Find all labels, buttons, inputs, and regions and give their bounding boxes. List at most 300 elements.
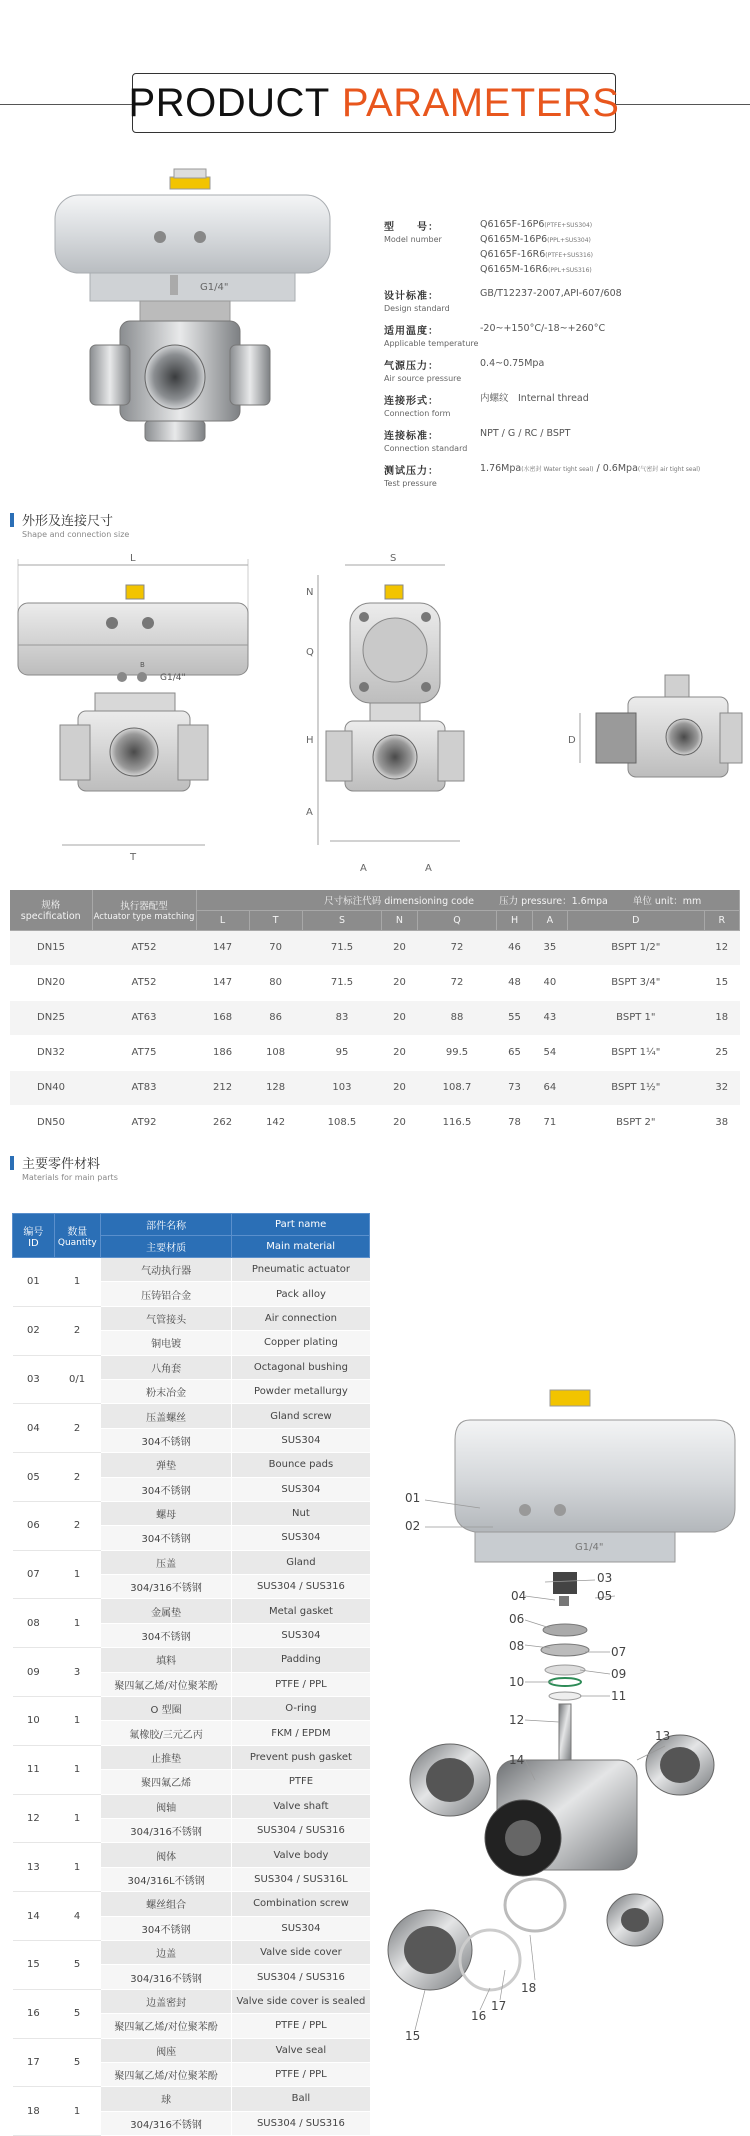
material-en: SUS304 / SUS316 — [232, 1965, 370, 1989]
table-row — [10, 1105, 740, 1140]
part-name-cn: 螺丝组合 — [100, 1892, 232, 1916]
table-cell: 142 — [249, 1105, 302, 1140]
table-cell: 54 — [532, 1035, 567, 1070]
part-name-cn: 边盖密封 — [100, 1989, 232, 2013]
value-note: (气密封 air tight seal) — [637, 466, 701, 473]
col-actuator-en: Actuator type matching — [93, 911, 195, 922]
callout-01: 01 — [405, 1491, 421, 1505]
param-label-cn: 设计标准： — [384, 291, 439, 302]
table-cell: 71 — [532, 1105, 567, 1140]
table-cell: 108 — [249, 1035, 302, 1070]
part-id: 12 — [13, 1794, 55, 1843]
title-word-product: PRODUCT — [128, 80, 330, 125]
param-label-cn: 气源压力： — [384, 361, 439, 372]
dim-S: S — [390, 553, 397, 564]
part-qty: 1 — [54, 1843, 100, 1892]
port-label: G1/4" — [160, 673, 186, 683]
material-cn: 304/316L不锈钢 — [100, 1867, 232, 1891]
section-title-en: Shape and connection size — [22, 530, 130, 539]
material-en: SUS304 — [232, 1526, 370, 1550]
callout-18: 18 — [521, 1981, 537, 1995]
part-id: 03 — [13, 1355, 55, 1404]
table-cell: 20 — [382, 965, 417, 1000]
param-value-line — [480, 322, 744, 336]
dim-code-label: 尺寸标注代码 dimensioning code — [324, 895, 475, 907]
col-dim-d: D — [568, 910, 704, 930]
part-name-cn: 阀体 — [100, 1843, 232, 1867]
table-row — [13, 1697, 370, 1721]
material-cn: 304不锈钢 — [100, 1526, 232, 1550]
table-cell: BSPT 1/2" — [568, 930, 704, 965]
param-label-en: Connection standard — [384, 444, 468, 453]
part-qty: 2 — [54, 1501, 100, 1550]
material-cn: 304/316不锈钢 — [100, 1818, 232, 1842]
material-cn: 304不锈钢 — [100, 1477, 232, 1501]
value-note: (PPL+SUS304) — [547, 237, 591, 244]
col-dim-l: L — [196, 910, 249, 930]
param-label-cn: 适用温度： — [384, 326, 439, 337]
dim-A-left: A — [360, 863, 367, 874]
param-value-line — [480, 248, 744, 263]
table-cell: 20 — [382, 1070, 417, 1105]
part-name-en: Ball — [232, 2087, 370, 2111]
table-cell: 88 — [417, 1000, 497, 1035]
part-id: 17 — [13, 2038, 55, 2087]
part-qty: 1 — [54, 1794, 100, 1843]
table-cell: 18 — [704, 1000, 740, 1035]
part-name-en: Air connection — [232, 1306, 370, 1330]
table-cell: 147 — [196, 930, 249, 965]
part-name-en: O-ring — [232, 1697, 370, 1721]
dim-D: D — [568, 735, 576, 746]
section-title-en: Materials for main parts — [22, 1173, 118, 1182]
value-note: (水密封 Water tight seal) — [521, 466, 594, 473]
table-cell: 108.5 — [302, 1105, 382, 1140]
param-value-line — [480, 357, 744, 371]
callout-12: 12 — [509, 1713, 525, 1727]
part-qty: 5 — [54, 1989, 100, 2038]
value-main: Q6165M-16R6 — [480, 264, 549, 275]
section-marker — [10, 1156, 14, 1170]
table-row — [10, 1035, 740, 1070]
table-cell: BSPT 1" — [568, 1000, 704, 1035]
material-cn: 304/316不锈钢 — [100, 1965, 232, 1989]
param-value-line — [480, 462, 744, 477]
material-en: PTFE — [232, 1770, 370, 1794]
material-en: SUS304 — [232, 1623, 370, 1647]
table-cell: 64 — [532, 1070, 567, 1105]
material-en: SUS304 — [232, 1477, 370, 1501]
part-name-en: Gland — [232, 1550, 370, 1574]
table-cell: 71.5 — [302, 930, 382, 965]
section-marker — [10, 513, 14, 527]
value-main: NPT / G / RC / BSPT — [480, 428, 571, 439]
table-cell: 32 — [704, 1070, 740, 1105]
table-row — [13, 1892, 370, 1916]
front-view — [18, 553, 248, 863]
part-id: 04 — [13, 1404, 55, 1453]
table-row — [10, 965, 740, 1000]
param-value — [480, 427, 744, 453]
value-main: 1.76Mpa — [480, 463, 522, 474]
part-id: 01 — [13, 1258, 55, 1307]
part-name-en: Prevent push gasket — [232, 1745, 370, 1769]
part-name-en: Padding — [232, 1648, 370, 1672]
col-qty-en: Quantity — [57, 1238, 97, 1248]
callout-04: 04 — [511, 1589, 527, 1603]
part-qty: 1 — [54, 1258, 100, 1307]
svg-text:G1/4": G1/4" — [575, 1542, 604, 1553]
table-cell: 262 — [196, 1105, 249, 1140]
table-row — [13, 1745, 370, 1769]
table-cell: 80 — [249, 965, 302, 1000]
table-cell: DN15 — [10, 930, 92, 965]
part-name-cn: 气动执行器 — [100, 1258, 232, 1282]
table-cell: 46 — [497, 930, 532, 965]
value-main: / 0.6Mpa — [593, 463, 638, 474]
table-cell: 86 — [249, 1000, 302, 1035]
table-cell: 168 — [196, 1000, 249, 1035]
part-name-en: Pneumatic actuator — [232, 1258, 370, 1282]
table-cell: DN25 — [10, 1000, 92, 1035]
table-cell: AT75 — [92, 1035, 196, 1070]
dim-N: N — [306, 587, 314, 598]
part-qty: 1 — [54, 1697, 100, 1746]
part-qty: 1 — [54, 1745, 100, 1794]
table-cell: 40 — [532, 965, 567, 1000]
part-id: 14 — [13, 1892, 55, 1941]
material-en: SUS304 / SUS316 — [232, 1818, 370, 1842]
callout-17: 17 — [491, 1999, 507, 2013]
col-mat-en: Main material — [232, 1236, 370, 1258]
col-id-en: ID — [28, 1237, 39, 1249]
value-main: -20~+150°C/-18~+260°C — [480, 323, 606, 334]
material-en: PTFE / PPL — [232, 1672, 370, 1696]
part-id: 05 — [13, 1453, 55, 1502]
table-row — [10, 1000, 740, 1035]
value-main: Q6165M-16P6 — [480, 234, 548, 245]
value-main: 0.4~0.75Mpa — [480, 358, 545, 369]
col-id-cn: 编号 — [23, 1226, 44, 1238]
part-qty: 2 — [54, 1453, 100, 1502]
part-name-cn: 弹垫 — [100, 1453, 232, 1477]
param-label-en: Design standard — [384, 304, 450, 313]
dim-A-right: A — [425, 863, 432, 874]
material-cn: 压铸铝合金 — [100, 1282, 232, 1306]
param-label-cn: 测试压力： — [384, 466, 439, 477]
table-cell: 70 — [249, 930, 302, 965]
part-id: 10 — [13, 1697, 55, 1746]
table-row — [10, 930, 740, 965]
part-id: 09 — [13, 1648, 55, 1697]
table-row — [13, 1453, 370, 1477]
param-value — [480, 322, 744, 348]
dim-A-vertical: A — [306, 807, 313, 818]
part-name-en: Octagonal bushing — [232, 1355, 370, 1379]
value-main: Q6165F-16R6 — [480, 249, 546, 260]
part-qty: 5 — [54, 1940, 100, 1989]
part-id: 02 — [13, 1306, 55, 1355]
dimension-table — [10, 890, 740, 1141]
col-qty — [54, 1214, 100, 1258]
table-cell: BSPT 3/4" — [568, 965, 704, 1000]
part-name-cn: 螺母 — [100, 1501, 232, 1525]
page-title — [128, 73, 620, 133]
table-cell: BSPT 1¼" — [568, 1035, 704, 1070]
part-name-cn: O 型圈 — [100, 1697, 232, 1721]
table-cell: DN40 — [10, 1070, 92, 1105]
part-name-cn: 压盖 — [100, 1550, 232, 1574]
table-row — [13, 1599, 370, 1623]
param-value — [480, 357, 744, 383]
table-row — [13, 1940, 370, 1964]
material-cn: 聚四氟乙烯/对位聚苯酚 — [100, 1672, 232, 1696]
table-cell: AT52 — [92, 930, 196, 965]
callout-03: 03 — [597, 1571, 613, 1585]
table-cell: 43 — [532, 1000, 567, 1035]
value-main: Q6165F-16P6 — [480, 219, 545, 230]
material-en: Pack alloy — [232, 1282, 370, 1306]
material-en: FKM / EPDM — [232, 1721, 370, 1745]
table-row — [10, 1070, 740, 1105]
callout-05: 05 — [597, 1589, 613, 1603]
table-cell: 25 — [704, 1035, 740, 1070]
part-id: 08 — [13, 1599, 55, 1648]
dim-L: L — [130, 553, 136, 564]
param-label — [384, 218, 480, 278]
table-cell: 20 — [382, 1105, 417, 1140]
part-name-cn: 阀座 — [100, 2038, 232, 2062]
material-cn: 304不锈钢 — [100, 1623, 232, 1647]
callout-02: 02 — [405, 1519, 421, 1533]
table-cell: 73 — [497, 1070, 532, 1105]
part-name-cn: 止推垫 — [100, 1745, 232, 1769]
callout-10: 10 — [509, 1675, 525, 1689]
param-value-line — [480, 233, 744, 248]
part-qty: 2 — [54, 1306, 100, 1355]
param-label — [384, 392, 480, 418]
table-row — [13, 2038, 370, 2062]
table-row — [13, 1843, 370, 1867]
material-cn: 聚四氟乙烯/对位聚苯酚 — [100, 2014, 232, 2038]
col-spec — [10, 890, 92, 930]
part-qty: 1 — [54, 2087, 100, 2136]
table-cell: 128 — [249, 1070, 302, 1105]
part-id: 16 — [13, 1989, 55, 2038]
table-cell: 38 — [704, 1105, 740, 1140]
table-cell: 116.5 — [417, 1105, 497, 1140]
section-view — [568, 675, 742, 777]
svg-text:G1/4": G1/4" — [200, 282, 229, 293]
material-cn: 聚四氟乙烯/对位聚苯酚 — [100, 2062, 232, 2086]
param-label-cn: 型 号： — [384, 222, 439, 233]
material-en: SUS304 / SUS316 — [232, 2111, 370, 2135]
material-cn: 304/316不锈钢 — [100, 1575, 232, 1599]
param-value-line — [480, 392, 744, 406]
header-rule-left — [0, 104, 132, 105]
material-en: Powder metallurgy — [232, 1379, 370, 1403]
col-dim-t: T — [249, 910, 302, 930]
param-value-line — [480, 287, 744, 301]
material-en: SUS304 — [232, 1428, 370, 1452]
table-row — [13, 1550, 370, 1574]
material-en: PTFE / PPL — [232, 2014, 370, 2038]
param-label-en: Model number — [384, 235, 442, 244]
part-qty: 1 — [54, 1599, 100, 1648]
part-qty: 0/1 — [54, 1355, 100, 1404]
part-qty: 5 — [54, 2038, 100, 2087]
table-cell: BSPT 1½" — [568, 1070, 704, 1105]
part-qty: 4 — [54, 1892, 100, 1941]
table-cell: AT63 — [92, 1000, 196, 1035]
pressure-label: 压力 pressure：1.6mpa — [499, 895, 608, 907]
col-dim-r: R — [704, 910, 740, 930]
table-cell: DN32 — [10, 1035, 92, 1070]
table-cell: 48 — [497, 965, 532, 1000]
param-label — [384, 287, 480, 313]
part-id: 11 — [13, 1745, 55, 1794]
table-row — [13, 1306, 370, 1330]
part-name-en: Valve shaft — [232, 1794, 370, 1818]
col-spec-en: specification — [20, 911, 81, 923]
table-cell: 15 — [704, 965, 740, 1000]
table-cell: 12 — [704, 930, 740, 965]
col-qty-cn: 数量 — [67, 1227, 88, 1238]
value-main: 内螺纹 Internal thread — [480, 393, 589, 404]
part-name-en: Valve side cover — [232, 1940, 370, 1964]
callout-09: 09 — [611, 1667, 627, 1681]
table-cell: 20 — [382, 1035, 417, 1070]
param-label — [384, 427, 480, 453]
part-id: 06 — [13, 1501, 55, 1550]
section-title-cn: 主要零件材料 — [22, 1157, 101, 1172]
col-spec-cn: 规格 — [41, 900, 61, 912]
part-name-en: Valve seal — [232, 2038, 370, 2062]
table-cell: AT52 — [92, 965, 196, 1000]
material-en: Copper plating — [232, 1331, 370, 1355]
param-label-en: Air source pressure — [384, 374, 462, 383]
part-qty: 1 — [54, 1550, 100, 1599]
callout-14: 14 — [509, 1753, 525, 1767]
value-main: GB/T12237-2007,API-607/608 — [480, 288, 622, 299]
param-row — [384, 218, 744, 278]
table-row — [13, 1355, 370, 1379]
table-cell: DN20 — [10, 965, 92, 1000]
table-cell: 147 — [196, 965, 249, 1000]
material-en: SUS304 / SUS316 — [232, 1575, 370, 1599]
callout-15: 15 — [405, 2029, 421, 2043]
callout-06: 06 — [509, 1612, 525, 1626]
material-cn: 铜电镀 — [100, 1331, 232, 1355]
material-en: SUS304 / SUS316L — [232, 1867, 370, 1891]
section-title-cn: 外形及连接尺寸 — [22, 514, 114, 529]
material-cn: 氟橡胶/三元乙丙 — [100, 1721, 232, 1745]
callout-13: 13 — [655, 1729, 671, 1743]
param-row — [384, 392, 744, 418]
table-cell: 55 — [497, 1000, 532, 1035]
exploded-view — [375, 1360, 745, 2100]
param-value — [480, 462, 744, 488]
materials-table — [12, 1213, 370, 2136]
product-photo-valve — [50, 165, 350, 475]
part-name-cn: 填料 — [100, 1648, 232, 1672]
table-row — [13, 2087, 370, 2111]
header-rule-right — [616, 104, 750, 105]
table-cell: 20 — [382, 1000, 417, 1035]
dim-Q: Q — [306, 647, 314, 658]
part-name-en: Metal gasket — [232, 1599, 370, 1623]
col-dim-a: A — [532, 910, 567, 930]
part-name-en: Gland screw — [232, 1404, 370, 1428]
table-cell: AT92 — [92, 1105, 196, 1140]
part-name-en: Combination screw — [232, 1892, 370, 1916]
table-cell: 103 — [302, 1070, 382, 1105]
parameter-list — [384, 218, 744, 497]
value-note: (PTFE+SUS304) — [544, 222, 593, 229]
table-cell: AT83 — [92, 1070, 196, 1105]
part-name-en: Bounce pads — [232, 1453, 370, 1477]
col-actuator — [92, 890, 196, 930]
part-name-cn: 阀轴 — [100, 1794, 232, 1818]
part-qty: 2 — [54, 1404, 100, 1453]
table-row — [13, 1404, 370, 1428]
callout-11: 11 — [611, 1689, 627, 1703]
col-part-en: Part name — [232, 1214, 370, 1236]
part-name-cn: 压盖螺丝 — [100, 1404, 232, 1428]
part-id: 15 — [13, 1940, 55, 1989]
section-title-materials — [10, 1153, 118, 1182]
table-cell: 72 — [417, 930, 497, 965]
material-en: PTFE / PPL — [232, 2062, 370, 2086]
part-id: 07 — [13, 1550, 55, 1599]
part-id: 13 — [13, 1843, 55, 1892]
param-value — [480, 392, 744, 418]
dim-H: H — [306, 735, 314, 746]
material-cn: 聚四氟乙烯 — [100, 1770, 232, 1794]
side-view — [306, 553, 464, 874]
param-row — [384, 427, 744, 453]
callout-16: 16 — [471, 2009, 487, 2023]
param-label-cn: 连接标准： — [384, 431, 439, 442]
value-note: (PTFE+SUS316) — [545, 252, 593, 259]
param-row — [384, 322, 744, 348]
col-mat-cn: 主要材质 — [100, 1236, 232, 1258]
part-qty: 3 — [54, 1648, 100, 1697]
material-cn: 304不锈钢 — [100, 1428, 232, 1452]
material-cn: 粉末冶金 — [100, 1379, 232, 1403]
table-row — [13, 1989, 370, 2013]
table-cell: 20 — [382, 930, 417, 965]
col-dim-q: Q — [417, 910, 497, 930]
callout-07: 07 — [611, 1645, 627, 1659]
part-name-cn: 球 — [100, 2087, 232, 2111]
param-label-en: Applicable temperature — [384, 339, 479, 348]
unit-label: 单位 unit：mm — [632, 895, 702, 907]
table-cell: DN50 — [10, 1105, 92, 1140]
param-label — [384, 357, 480, 383]
material-cn: 304不锈钢 — [100, 1916, 232, 1940]
material-en: SUS304 — [232, 1916, 370, 1940]
table-cell: 186 — [196, 1035, 249, 1070]
col-id — [13, 1214, 55, 1258]
table-cell: 65 — [497, 1035, 532, 1070]
dim-header-band — [196, 890, 740, 910]
param-label — [384, 462, 480, 488]
table-row — [13, 1648, 370, 1672]
param-value — [480, 218, 744, 278]
callout-08: 08 — [509, 1639, 525, 1653]
table-row — [13, 1501, 370, 1525]
